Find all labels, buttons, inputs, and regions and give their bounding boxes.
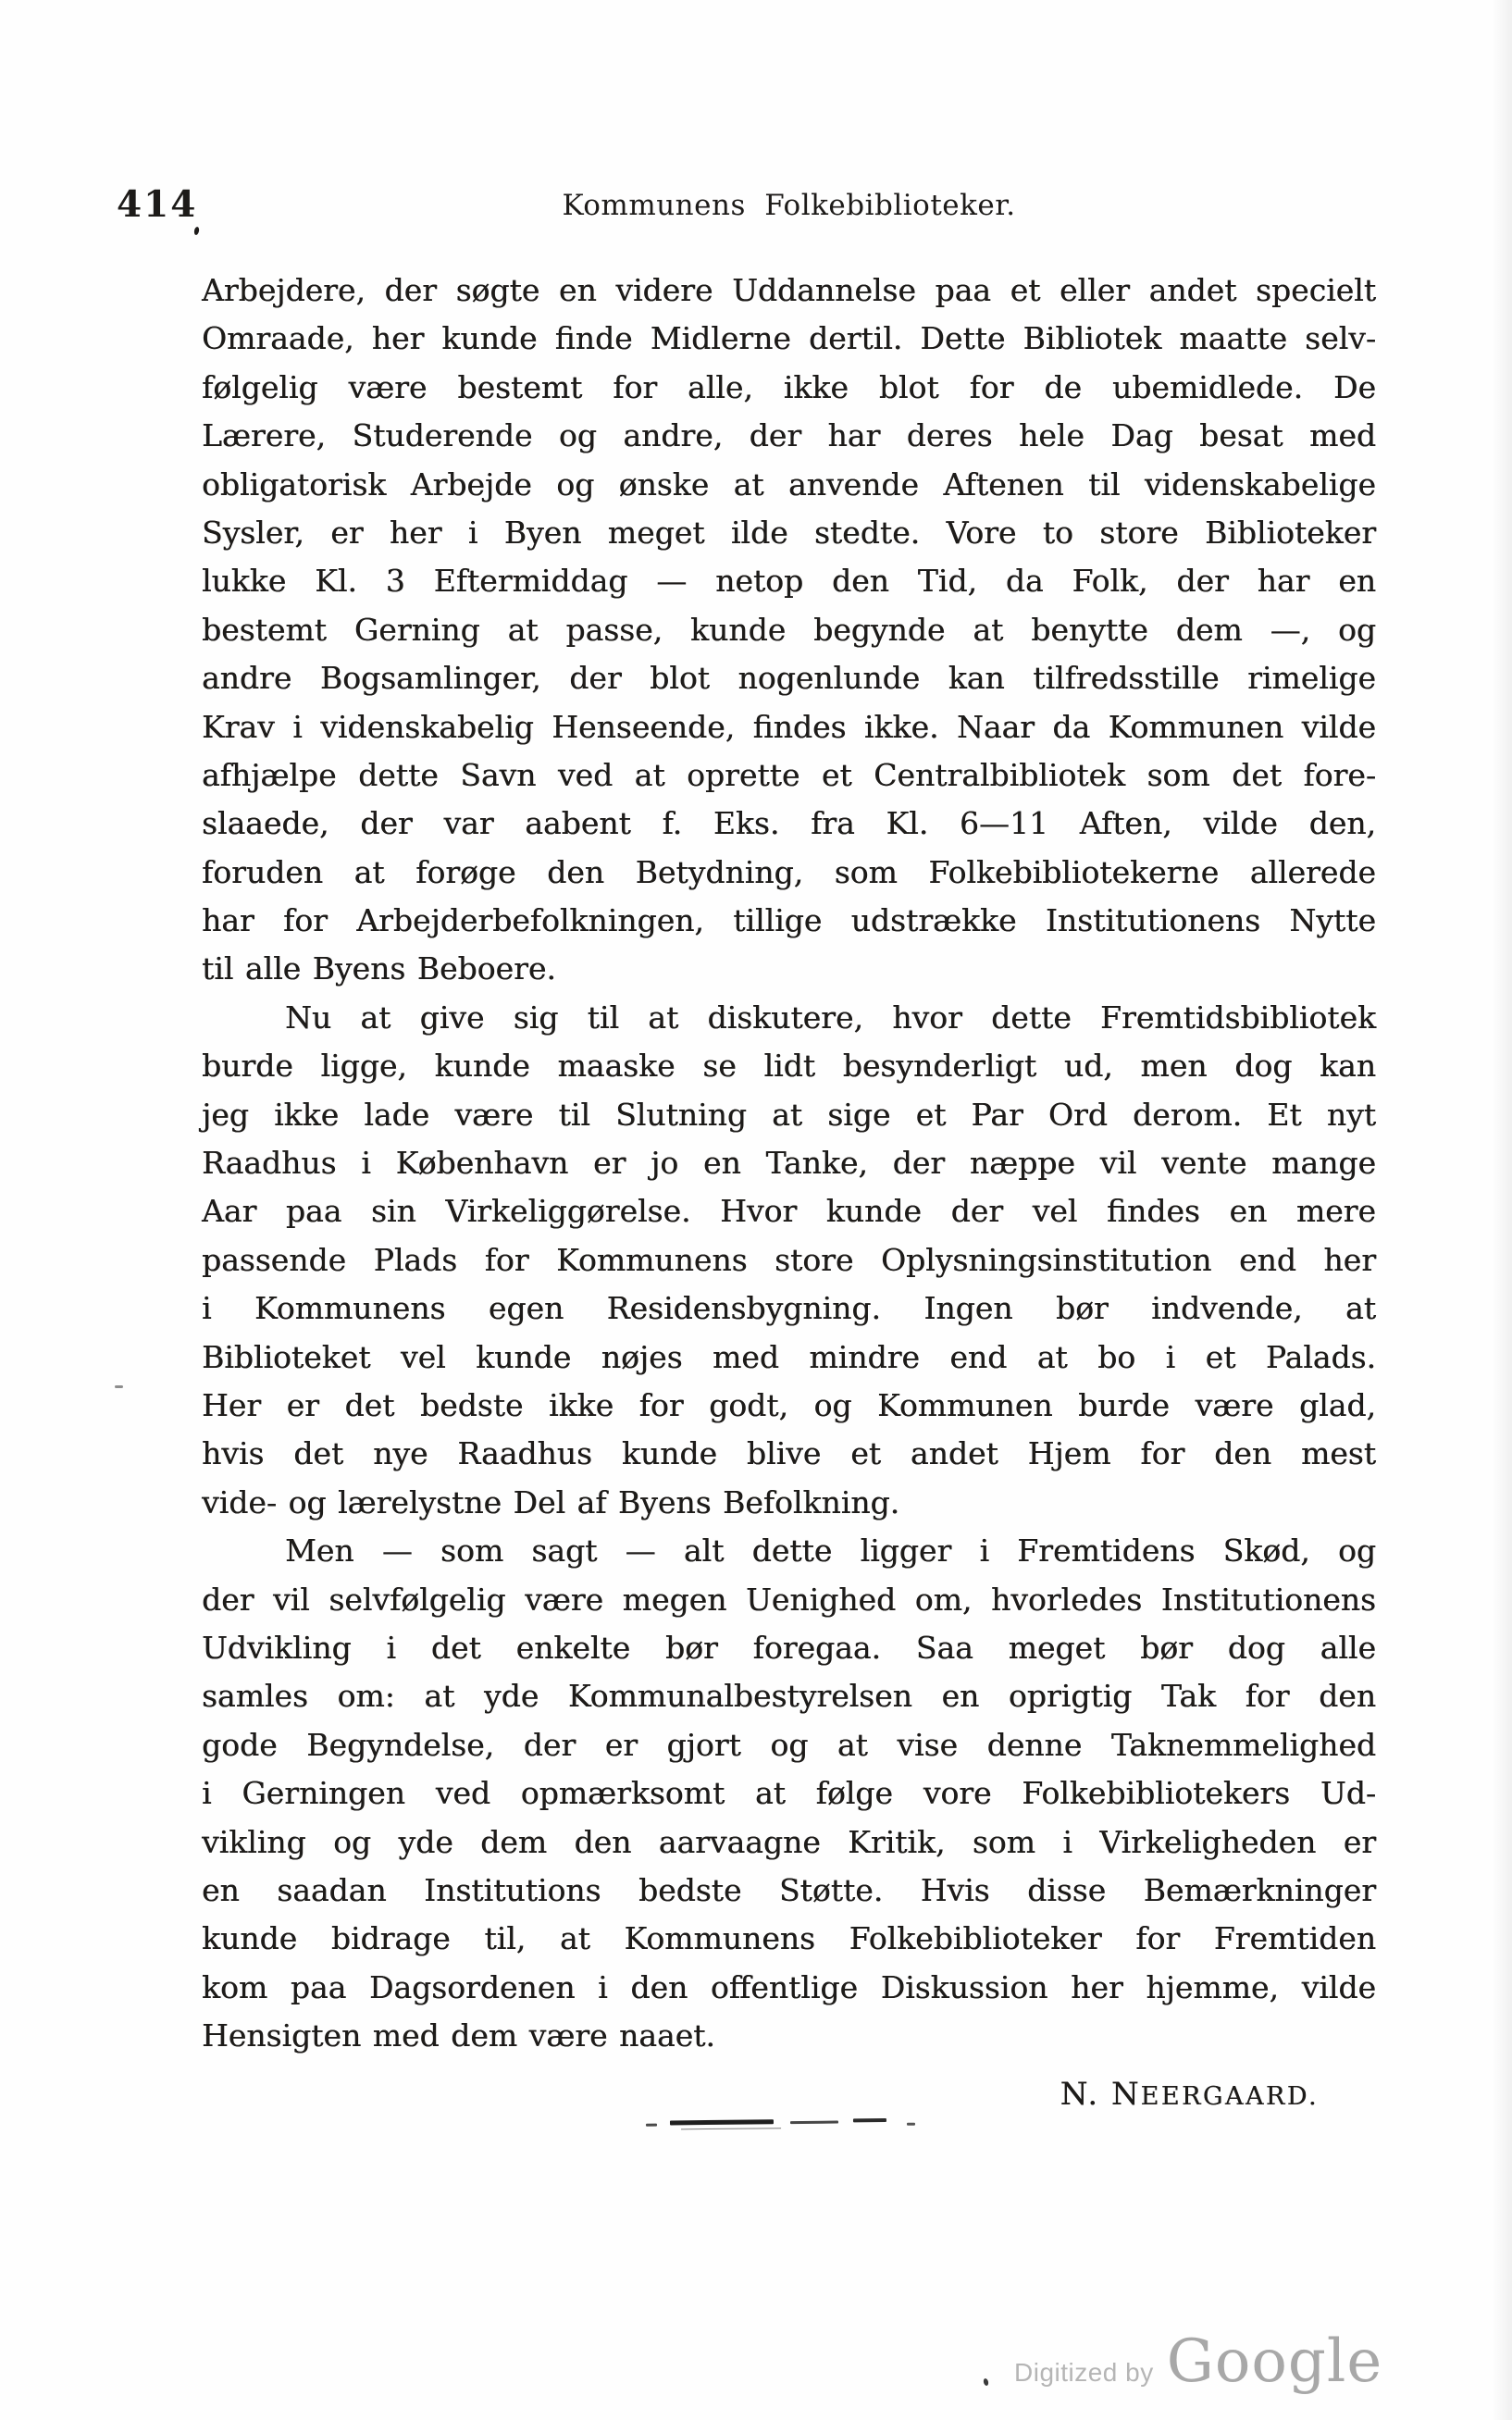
text-line: Lærere, Studerende og andre, der har deres hele Dag besat med	[202, 417, 1376, 454]
text-line: lukke Kl. 3 Eftermiddag — netop den Tid, da Folk, der har en	[202, 563, 1376, 600]
signature-smallcaps: EERGAARD.	[1140, 2082, 1319, 2111]
text-line: følgelig være bestemt for alle, ikke blot for de ubemidlede. De	[202, 368, 1376, 405]
text-line: har for Arbejderbefolkningen, tillige udstrække Institutionens Nytte	[202, 902, 1376, 939]
scan-speck	[193, 227, 200, 236]
text-line: passende Plads for Kommunens store Oplysningsinstitution end her	[202, 1241, 1376, 1278]
signature-lead: N. N	[1060, 2076, 1141, 2113]
author-signature	[202, 2076, 1319, 2113]
text-line: afhjælpe dette Savn ved at oprette et Centralbibliotek som det fore-	[202, 756, 1376, 793]
rule-dash	[853, 2118, 886, 2122]
text-line: hvis det nye Raadhus kunde blive et andet Hjem for den mest	[202, 1435, 1376, 1472]
text-line: Biblioteket vel kunde nøjes med mindre end at bo i et Palads.	[202, 1338, 1376, 1375]
page-number: 414	[117, 183, 198, 226]
text-line: Krav i videnskabelig Henseende, findes ikke. Naar da Kommunen vilde	[202, 708, 1376, 745]
text-line: Men — som sagt — alt dette ligger i Fremtidens Skød, og	[285, 1533, 1376, 1570]
scan-speck	[983, 2378, 989, 2387]
text-line: vikling og yde dem den aarvaagne Kritik, som i Virkeligheden er	[202, 1823, 1376, 1860]
text-line: Aar paa sin Virkeliggørelse. Hvor kunde der vel findes en mere	[202, 1193, 1376, 1230]
text-line: en saadan Institutions bedste Støtte. Hvis disse Bemærkninger	[202, 1871, 1376, 1908]
text-line: kunde bidrage til, at Kommunens Folkebiblioteker for Fremtiden	[202, 1920, 1376, 1957]
separator-rule-artifact	[646, 2114, 951, 2131]
scan-speck	[115, 1385, 123, 1388]
text-line: burde ligge, kunde maaske se lidt besynderligt ud, men dog kan	[202, 1048, 1376, 1085]
text-line: slaaede, der var aabent f. Eks. fra Kl. 6—11 Aften, vilde den,	[202, 805, 1376, 842]
text-line: Udvikling i det enkelte bør foregaa. Saa meget bør dog alle	[202, 1629, 1376, 1666]
rule-dash	[670, 2119, 774, 2125]
text-line: Nu at give sig til at diskutere, hvor dette Fremtidsbibliotek	[285, 999, 1376, 1036]
text-line: til alle Byens Beboere.	[202, 950, 556, 987]
text-line: Raadhus i København er jo en Tanke, der næppe vil vente mange	[202, 1145, 1376, 1182]
text-line: der vil selvfølgelig være megen Uenighed om, hvorledes Institutionens	[202, 1581, 1376, 1618]
text-line: foruden at forøge den Betydning, som Folkebibliotekerne allerede	[202, 853, 1376, 890]
text-line: samles om: at yde Kommunalbestyrelsen en oprigtig Tak for den	[202, 1678, 1376, 1715]
text-line: andre Bogsamlinger, der blot nogenlunde kan tilfredsstille rimelige	[202, 660, 1376, 697]
text-line: Arbejdere, der søgte en videre Uddannelse paa et eller andet specielt	[202, 272, 1376, 308]
text-line: gode Begyndelse, der er gjort og at vise denne Taknemmelighed	[202, 1726, 1376, 1763]
rule-dash	[790, 2121, 838, 2125]
text-line: Hensigten med dem være naaet.	[202, 2017, 715, 2054]
body-text	[202, 267, 1376, 2060]
text-line: Omraade, her kunde finde Midlerne dertil. Dette Bibliotek maatte selv-	[202, 320, 1376, 357]
text-line: vide- og lærelystne Del af Byens Befolkning.	[202, 1483, 900, 1520]
text-line: Sysler, er her i Byen meget ilde stedte. Vore to store Biblioteker	[202, 514, 1376, 551]
text-line: bestemt Gerning at passe, kunde begynde at benytte dem —, og	[202, 611, 1376, 648]
watermark-prefix: Digitized by	[1014, 2358, 1154, 2387]
google-logo: Google	[1166, 2327, 1383, 2396]
rule-dash	[907, 2123, 915, 2126]
text-line: i Kommunens egen Residensbygning. Ingen bør indvende, at	[202, 1290, 1376, 1327]
text-line: obligatorisk Arbejde og ønske at anvende Aftenen til videnskabelige	[202, 465, 1376, 503]
text-line: jeg ikke lade være til Slutning at sige et Par Ord derom. Et nyt	[202, 1096, 1376, 1133]
rule-dash	[646, 2124, 657, 2127]
running-title: Kommunens Folkebiblioteker.	[562, 189, 1016, 222]
digitized-watermark	[1014, 2327, 1383, 2396]
text-line: Her er det bedste ikke for godt, og Kommunen burde være glad,	[202, 1386, 1376, 1423]
text-line: i Gerningen ved opmærksomt at følge vore Folkebibliotekers Ud-	[202, 1775, 1376, 1812]
text-line: kom paa Dagsordenen i den offentlige Diskussion her hjemme, vilde	[202, 1968, 1376, 2005]
